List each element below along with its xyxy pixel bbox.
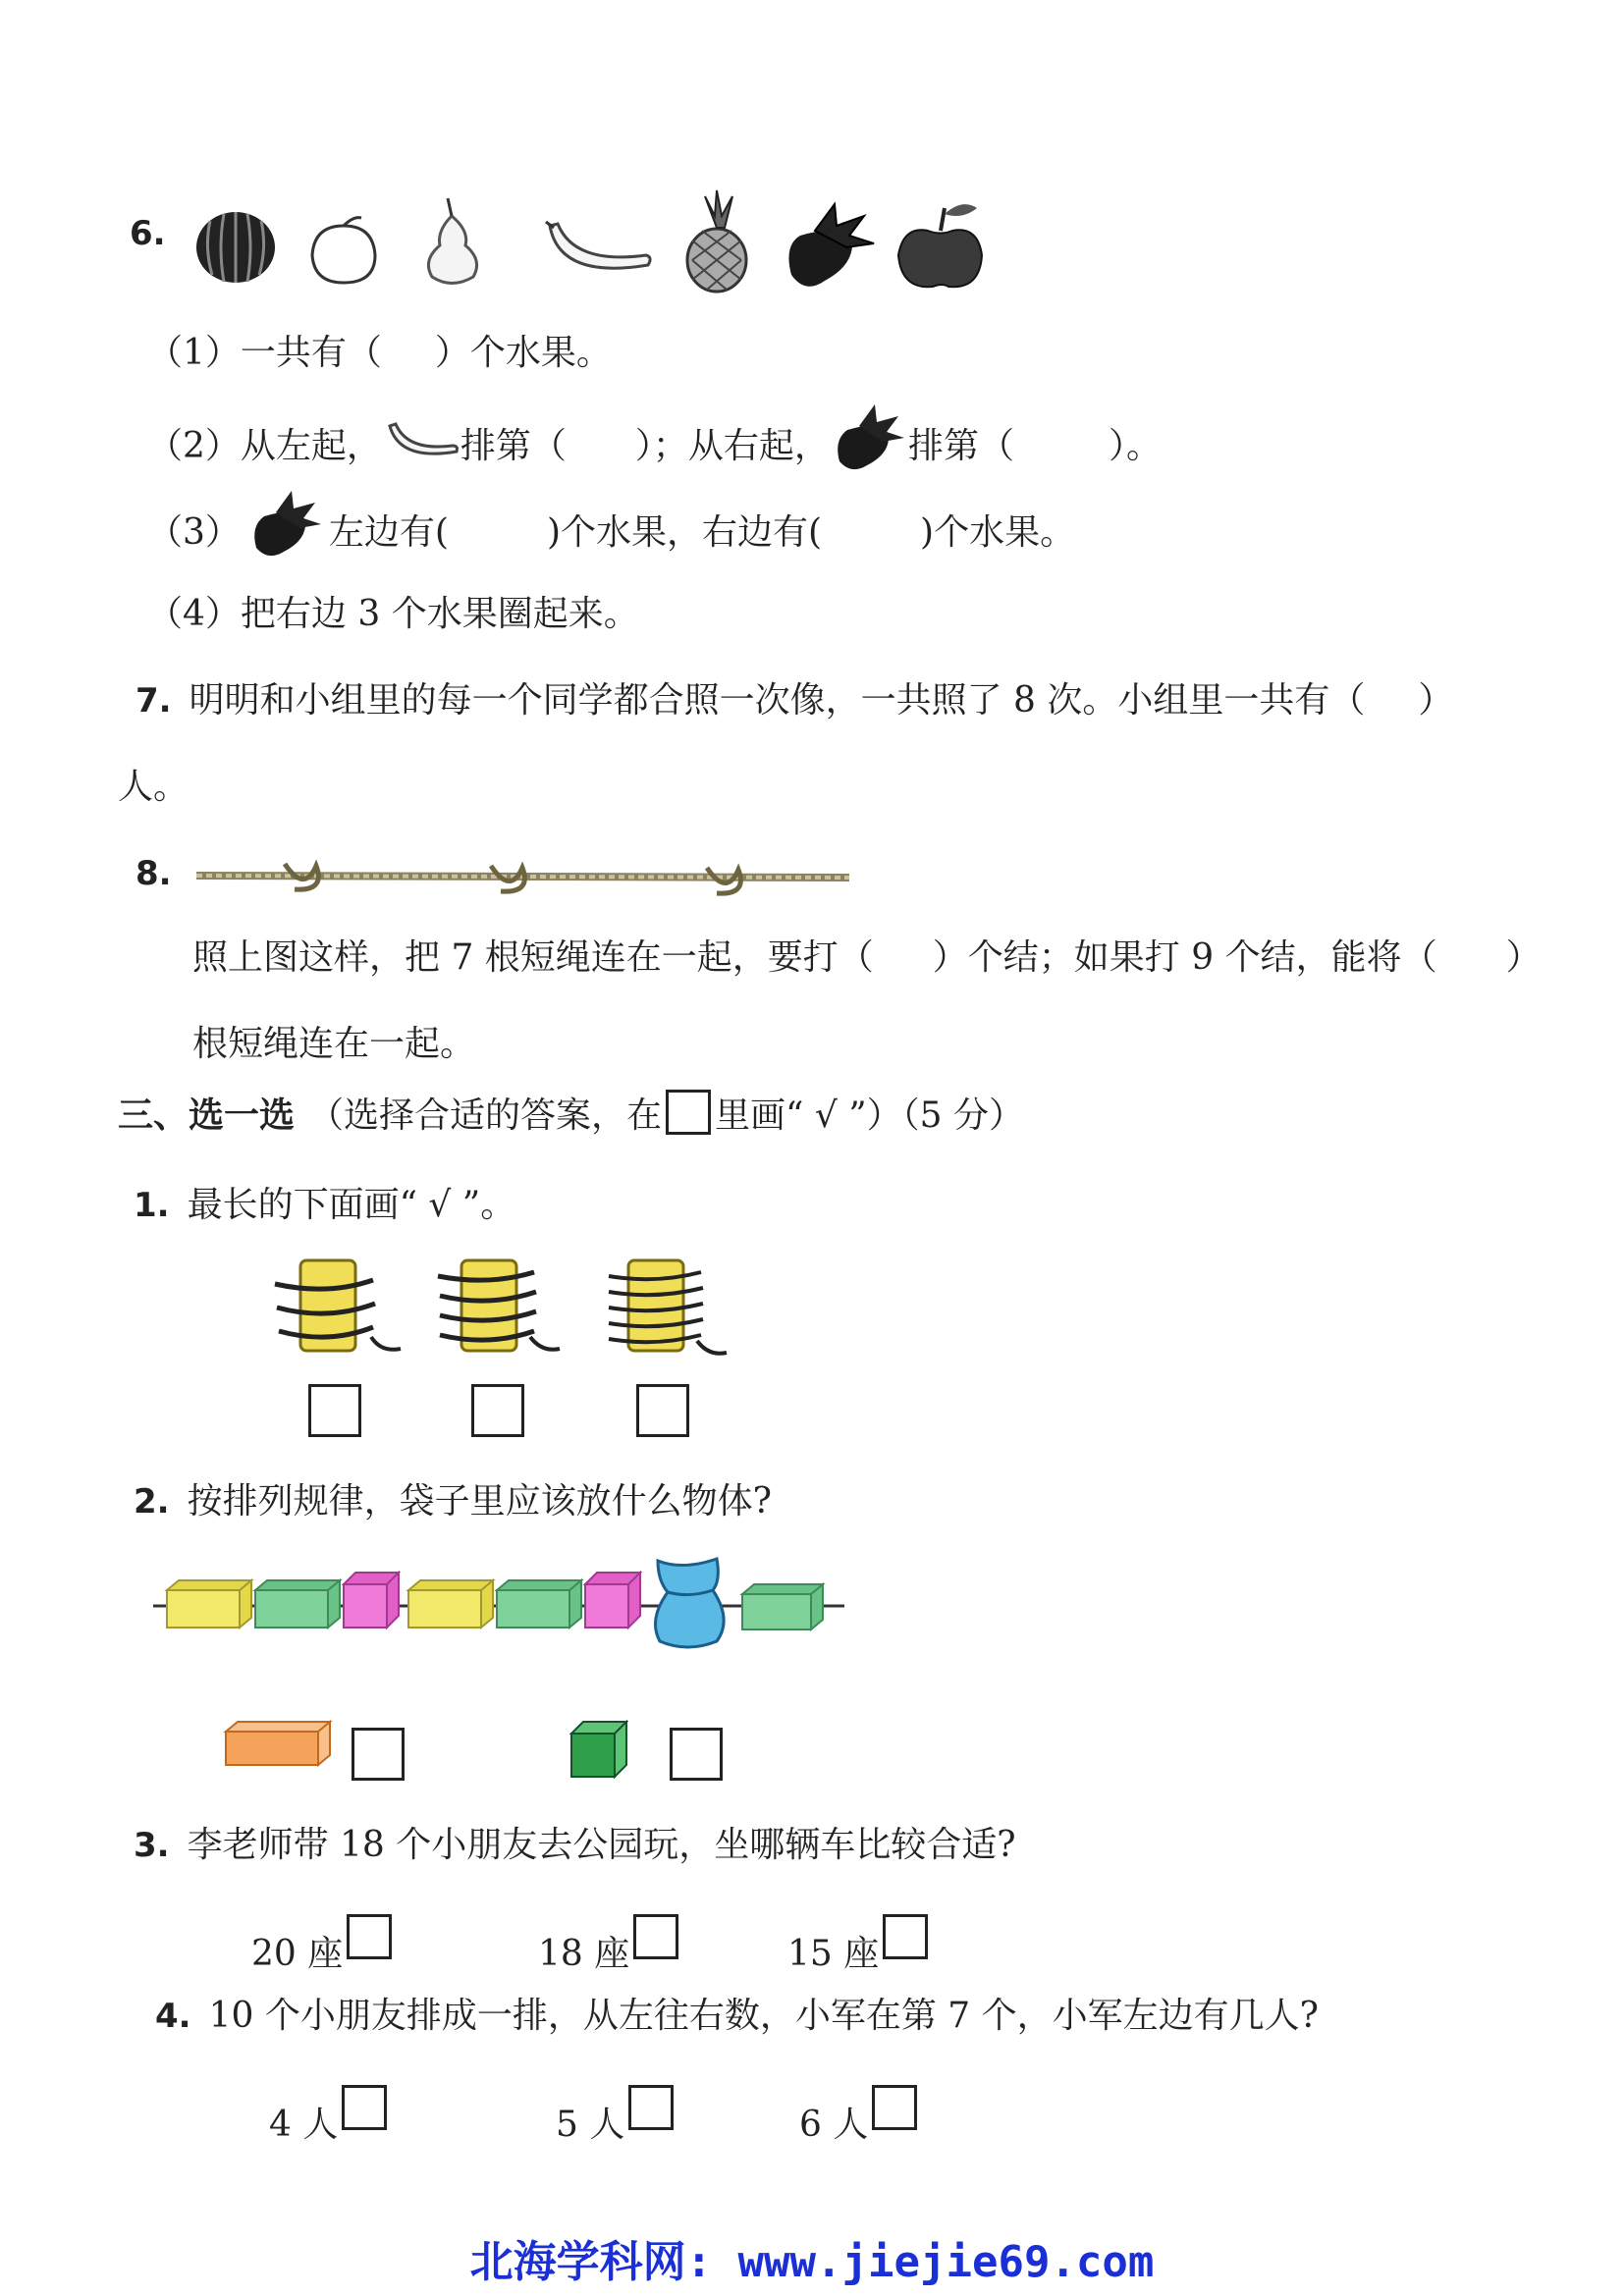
- s3-q4-option: [556, 2085, 677, 2149]
- q6-sub2-a: （2）从左起，: [147, 426, 382, 466]
- cuboid-icon: [255, 1580, 340, 1628]
- green-cube-option: [569, 1720, 630, 1781]
- q6-sub3-d: )个水果。: [920, 512, 1076, 553]
- q7-line2: 人。: [118, 767, 189, 807]
- s3-q3-option: [787, 1914, 932, 1978]
- answer-checkbox[interactable]: [670, 1728, 723, 1781]
- q8-line2: 根短绳连在一起。: [192, 1024, 476, 1064]
- q6-sub2-c: ）；从右起，: [634, 426, 830, 466]
- answer-checkbox[interactable]: [628, 2085, 674, 2130]
- answer-checkbox[interactable]: [883, 1914, 928, 1959]
- s3-q3-option-label: 18 座: [538, 1934, 630, 1974]
- answer-checkbox[interactable]: [633, 1914, 678, 1959]
- s3-question-4-text: 10 个小朋友排成一排，从左往右数，小军在第 7 个，小军左边有几人?: [208, 1996, 1319, 2036]
- q6-sub2-e: ）。: [1108, 426, 1162, 466]
- section-3-title: 三、选一选: [118, 1095, 296, 1136]
- banana-icon: [382, 418, 460, 457]
- cuboid-icon: [408, 1580, 493, 1628]
- q6-sub1-end: ）个水果。: [434, 333, 612, 373]
- question-8-number: 8.: [135, 854, 172, 893]
- cylinder-icon: [438, 1260, 560, 1351]
- s3-q4-option-label: 5 人: [556, 2105, 625, 2145]
- s3-q4-option-label: 4 人: [269, 2105, 339, 2145]
- orange-cuboid-option: [224, 1720, 334, 1769]
- s3-question-1-text: 最长的下面画“ √ ”。: [187, 1185, 516, 1225]
- strawberry-icon: [241, 505, 329, 544]
- section-3-heading: [118, 1090, 1024, 1140]
- cube-icon: [344, 1573, 399, 1628]
- s3-q3-option-label: 15 座: [787, 1934, 880, 1974]
- answer-checkbox[interactable]: [347, 1914, 392, 1959]
- q6-sub2-d: 排第（: [907, 426, 1014, 466]
- pineapple-icon: [687, 190, 746, 292]
- q6-sub1-start: （1）一共有（: [147, 333, 382, 373]
- q6-sub2: [147, 418, 1162, 470]
- s3-q3-option: [251, 1914, 396, 1978]
- q6-sub2-b: 排第（: [460, 426, 567, 466]
- pear-icon: [428, 198, 476, 284]
- coiled-cylinders-image: [265, 1247, 736, 1374]
- answer-checkbox[interactable]: [471, 1384, 524, 1437]
- s3-question-2-text: 按排列规律，袋子里应该放什么物体?: [187, 1481, 772, 1522]
- footer-website: 北海学科网: www.jiejie69.com: [469, 2237, 1155, 2287]
- s3-question-2-number: 2.: [134, 1482, 170, 1522]
- q6-sub3-c: )个水果，右边有(: [546, 512, 823, 553]
- fruit-row: [187, 187, 1031, 294]
- apple-icon: [898, 204, 982, 287]
- s3-q3-option: [538, 1914, 682, 1978]
- q8-line1: [192, 934, 1542, 982]
- s3-question-1-number: 1.: [134, 1186, 170, 1225]
- s3-question-4-number: 4.: [155, 1997, 191, 2036]
- s3-question-3: [134, 1822, 1016, 1869]
- q6-sub4: （4）把右边 3 个水果圈起来。: [147, 594, 639, 634]
- cylinder-icon: [275, 1260, 401, 1351]
- cuboid-icon: [497, 1580, 581, 1628]
- bag-icon: [656, 1559, 725, 1647]
- pattern-sequence-image: [147, 1551, 854, 1659]
- s3-question-3-text: 李老师带 18 个小朋友去公园玩，坐哪辆车比较合适?: [187, 1825, 1016, 1865]
- cube-icon: [585, 1573, 640, 1628]
- cylinder-icon: [609, 1260, 727, 1354]
- answer-checkbox[interactable]: [636, 1384, 689, 1437]
- q6-sub3: [147, 505, 1075, 557]
- rope-with-knots-image: [196, 854, 854, 903]
- q6-sub3-b: 左边有(: [328, 512, 449, 553]
- section-3-instruction-a: （选择合适的答案，在: [308, 1095, 663, 1136]
- banana-icon: [546, 222, 650, 268]
- s3-q4-option-label: 6 人: [799, 2105, 869, 2145]
- s3-q4-option: [269, 2085, 391, 2149]
- q7-close: ）: [1418, 680, 1454, 721]
- s3-question-1: [134, 1182, 515, 1229]
- question-7-number: 7.: [135, 681, 172, 721]
- answer-checkbox[interactable]: [308, 1384, 361, 1437]
- watermelon-icon: [196, 212, 275, 283]
- s3-question-3-number: 3.: [134, 1826, 170, 1865]
- s3-question-4: [155, 1993, 1319, 2040]
- s3-q3-option-label: 20 座: [251, 1934, 344, 1974]
- answer-checkbox[interactable]: [342, 2085, 387, 2130]
- q6-sub1: [147, 330, 612, 377]
- peach-icon: [312, 218, 375, 283]
- answer-checkbox[interactable]: [352, 1728, 405, 1781]
- section-3-instruction-b: 里画“ √ ”）（5 分）: [715, 1095, 1025, 1136]
- s3-q4-option: [799, 2085, 921, 2149]
- strawberry-icon: [830, 418, 908, 457]
- question-6-number: 6.: [130, 214, 166, 253]
- s3-question-2: [134, 1478, 772, 1525]
- q6-sub3-a: （3）: [147, 512, 241, 553]
- strawberry-icon: [788, 204, 874, 287]
- q8-text-c: ）: [1505, 937, 1542, 978]
- cuboid-icon: [742, 1584, 823, 1629]
- q8-text-a: 照上图这样，把 7 根短绳连在一起，要打（: [192, 937, 874, 978]
- answer-checkbox[interactable]: [872, 2085, 917, 2130]
- checkbox-sample: [666, 1090, 711, 1135]
- question-7: [135, 677, 1453, 724]
- q8-text-b: ）个结；如果打 9 个结，能将（: [932, 937, 1437, 978]
- q7-text: 明明和小组里的每一个同学都合照一次像，一共照了 8 次。小组里一共有（: [189, 680, 1366, 721]
- cuboid-icon: [167, 1580, 251, 1628]
